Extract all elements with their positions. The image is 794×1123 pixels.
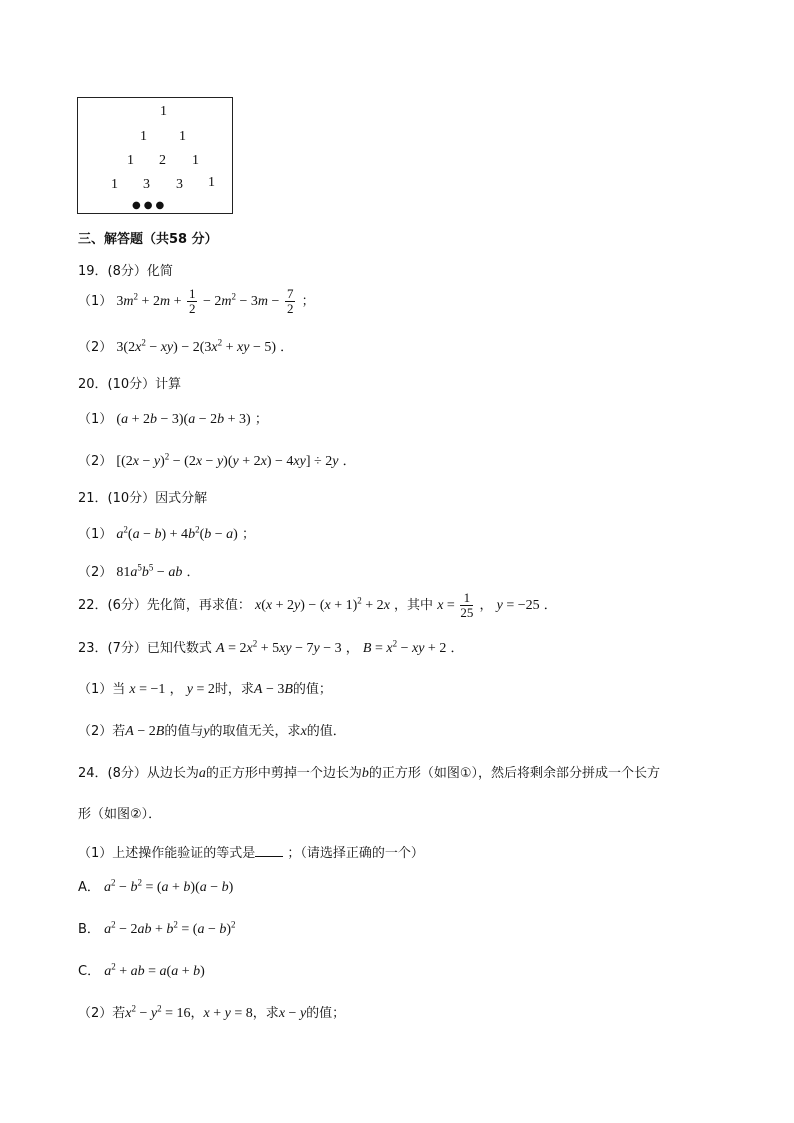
pascal-number: 1 [140,129,147,144]
math-expression: $a^2(a - b) + 4b^2(b - a)$ [116,524,238,542]
question-23-part-1: （1）当 x = −1 ， y = 2时，求A − 3B的值； [78,682,332,697]
fraction: $\frac{1}{2}$ [188,286,196,316]
question-21-head: 21．(10分）因式分解 [78,491,208,506]
question-20-part-1: （1） (a + 2b − 3)(a − 2b + 3) ； [78,412,268,427]
question-19-part-1: （1） $3m^2 + 2m$ + $\frac{1}{2}$ − $2m^2 - 3m$ − $\frac{7}{2}$ ； [78,286,315,316]
math-expression: $3m^2 + 2m$ + [116,291,185,309]
pascal-ellipsis: ●●● [132,200,168,211]
pascal-number: 1 [111,177,118,192]
pascal-number: 1 [127,153,134,168]
question-19-head: 19．(8分）化简 [78,264,173,279]
math-expression: $3(2x^2 - xy) - 2(3x^2$ + xy − 5) [116,337,277,355]
question-24-part-2: （2）若$x^2 - y^2 = 16$，x + y = 8，求x − y的值； [78,1003,346,1021]
pascal-number: 3 [176,177,183,192]
pascal-number: 2 [159,153,166,168]
answer-blank [255,846,283,857]
question-19-part-2: （2） $3(2x^2 - xy) - 2(3x^2$ + xy − 5) ． [78,337,294,355]
question-20-part-2: （2） $[(2x - y)^2 - (2x - y)(y + 2x) - 4xy] \div 2y$ ． [78,451,356,469]
question-21-part-2: （2） $81a^5b^5$ − ab ． [78,562,200,580]
pascal-number: 1 [179,129,186,144]
question-23-part-2: （2）若A − 2B的值与y的取值无关，求x的值． [78,724,346,739]
option-b: B． $a^2 - 2ab + b^2 = (a - b)^2$ [78,919,236,937]
math-expression: $a^2 - 2ab + b^2 = (a - b)^2$ [104,919,236,937]
question-24-part-1: （1）上述操作能验证的等式是 ；（请选择正确的一个） [78,846,424,861]
pascal-number: 1 [208,175,215,190]
pascal-number: 3 [143,177,150,192]
option-c: C． $a^2$ + ab = a(a + b) [78,961,205,979]
pascal-number: 1 [192,153,199,168]
math-expression: (a + 2b − 3)(a − 2b + 3) [116,412,251,427]
math-expression: $a^2$ + ab = a(a + b) [104,961,205,979]
math-expression: $A = 2x^2 + 5xy - 7y - 3$ [216,638,342,656]
question-21-part-1: （1） $a^2(a - b) + 4b^2(b - a)$ ； [78,524,255,542]
math-expression: $a^2 - b^2 = (a + b)(a - b)$ [104,877,234,895]
math-expression: $81a^5b^5$ − ab [116,562,183,580]
math-expression: $[(2x - y)^2 - (2x - y)(y + 2x) - 4xy] \div 2y$ [116,451,339,469]
pascal-number: 1 [160,104,167,119]
math-expression: $B = x^2$ − xy + 2 [362,638,447,656]
question-24-line-1: 24．(8分）从边长为a的正方形中剪掉一个边长为b的正方形（如图①），然后将剩余部分拼成一个长方 [78,766,661,781]
option-a: A． $a^2 - b^2 = (a + b)(a - b)$ [78,877,234,895]
fraction: $\frac{7}{2}$ [286,286,294,316]
pascal-triangle-box [77,97,233,214]
section-title: 三、解答题（共58 分） [78,232,218,247]
math-expression: $x(x + 2y) - (x + 1)^2 + 2x$ [255,595,390,613]
question-23-head: 23．(7分）已知代数式 $A = 2x^2 + 5xy - 7y - 3$ ， $B = x^2$ − xy + 2 ． [78,638,464,656]
fraction: $\frac{1}{25}$ [460,590,474,620]
question-24-line-2: 形（如图②）． [78,807,162,822]
question-20-head: 20．(10分）计算 [78,377,182,392]
question-22: 22．(6分）先化简，再求值： $x(x + 2y) - (x + 1)^2 + 2x$ ，其中 x = $\frac{1}{25}$ ， y = −25 ． [78,590,557,620]
